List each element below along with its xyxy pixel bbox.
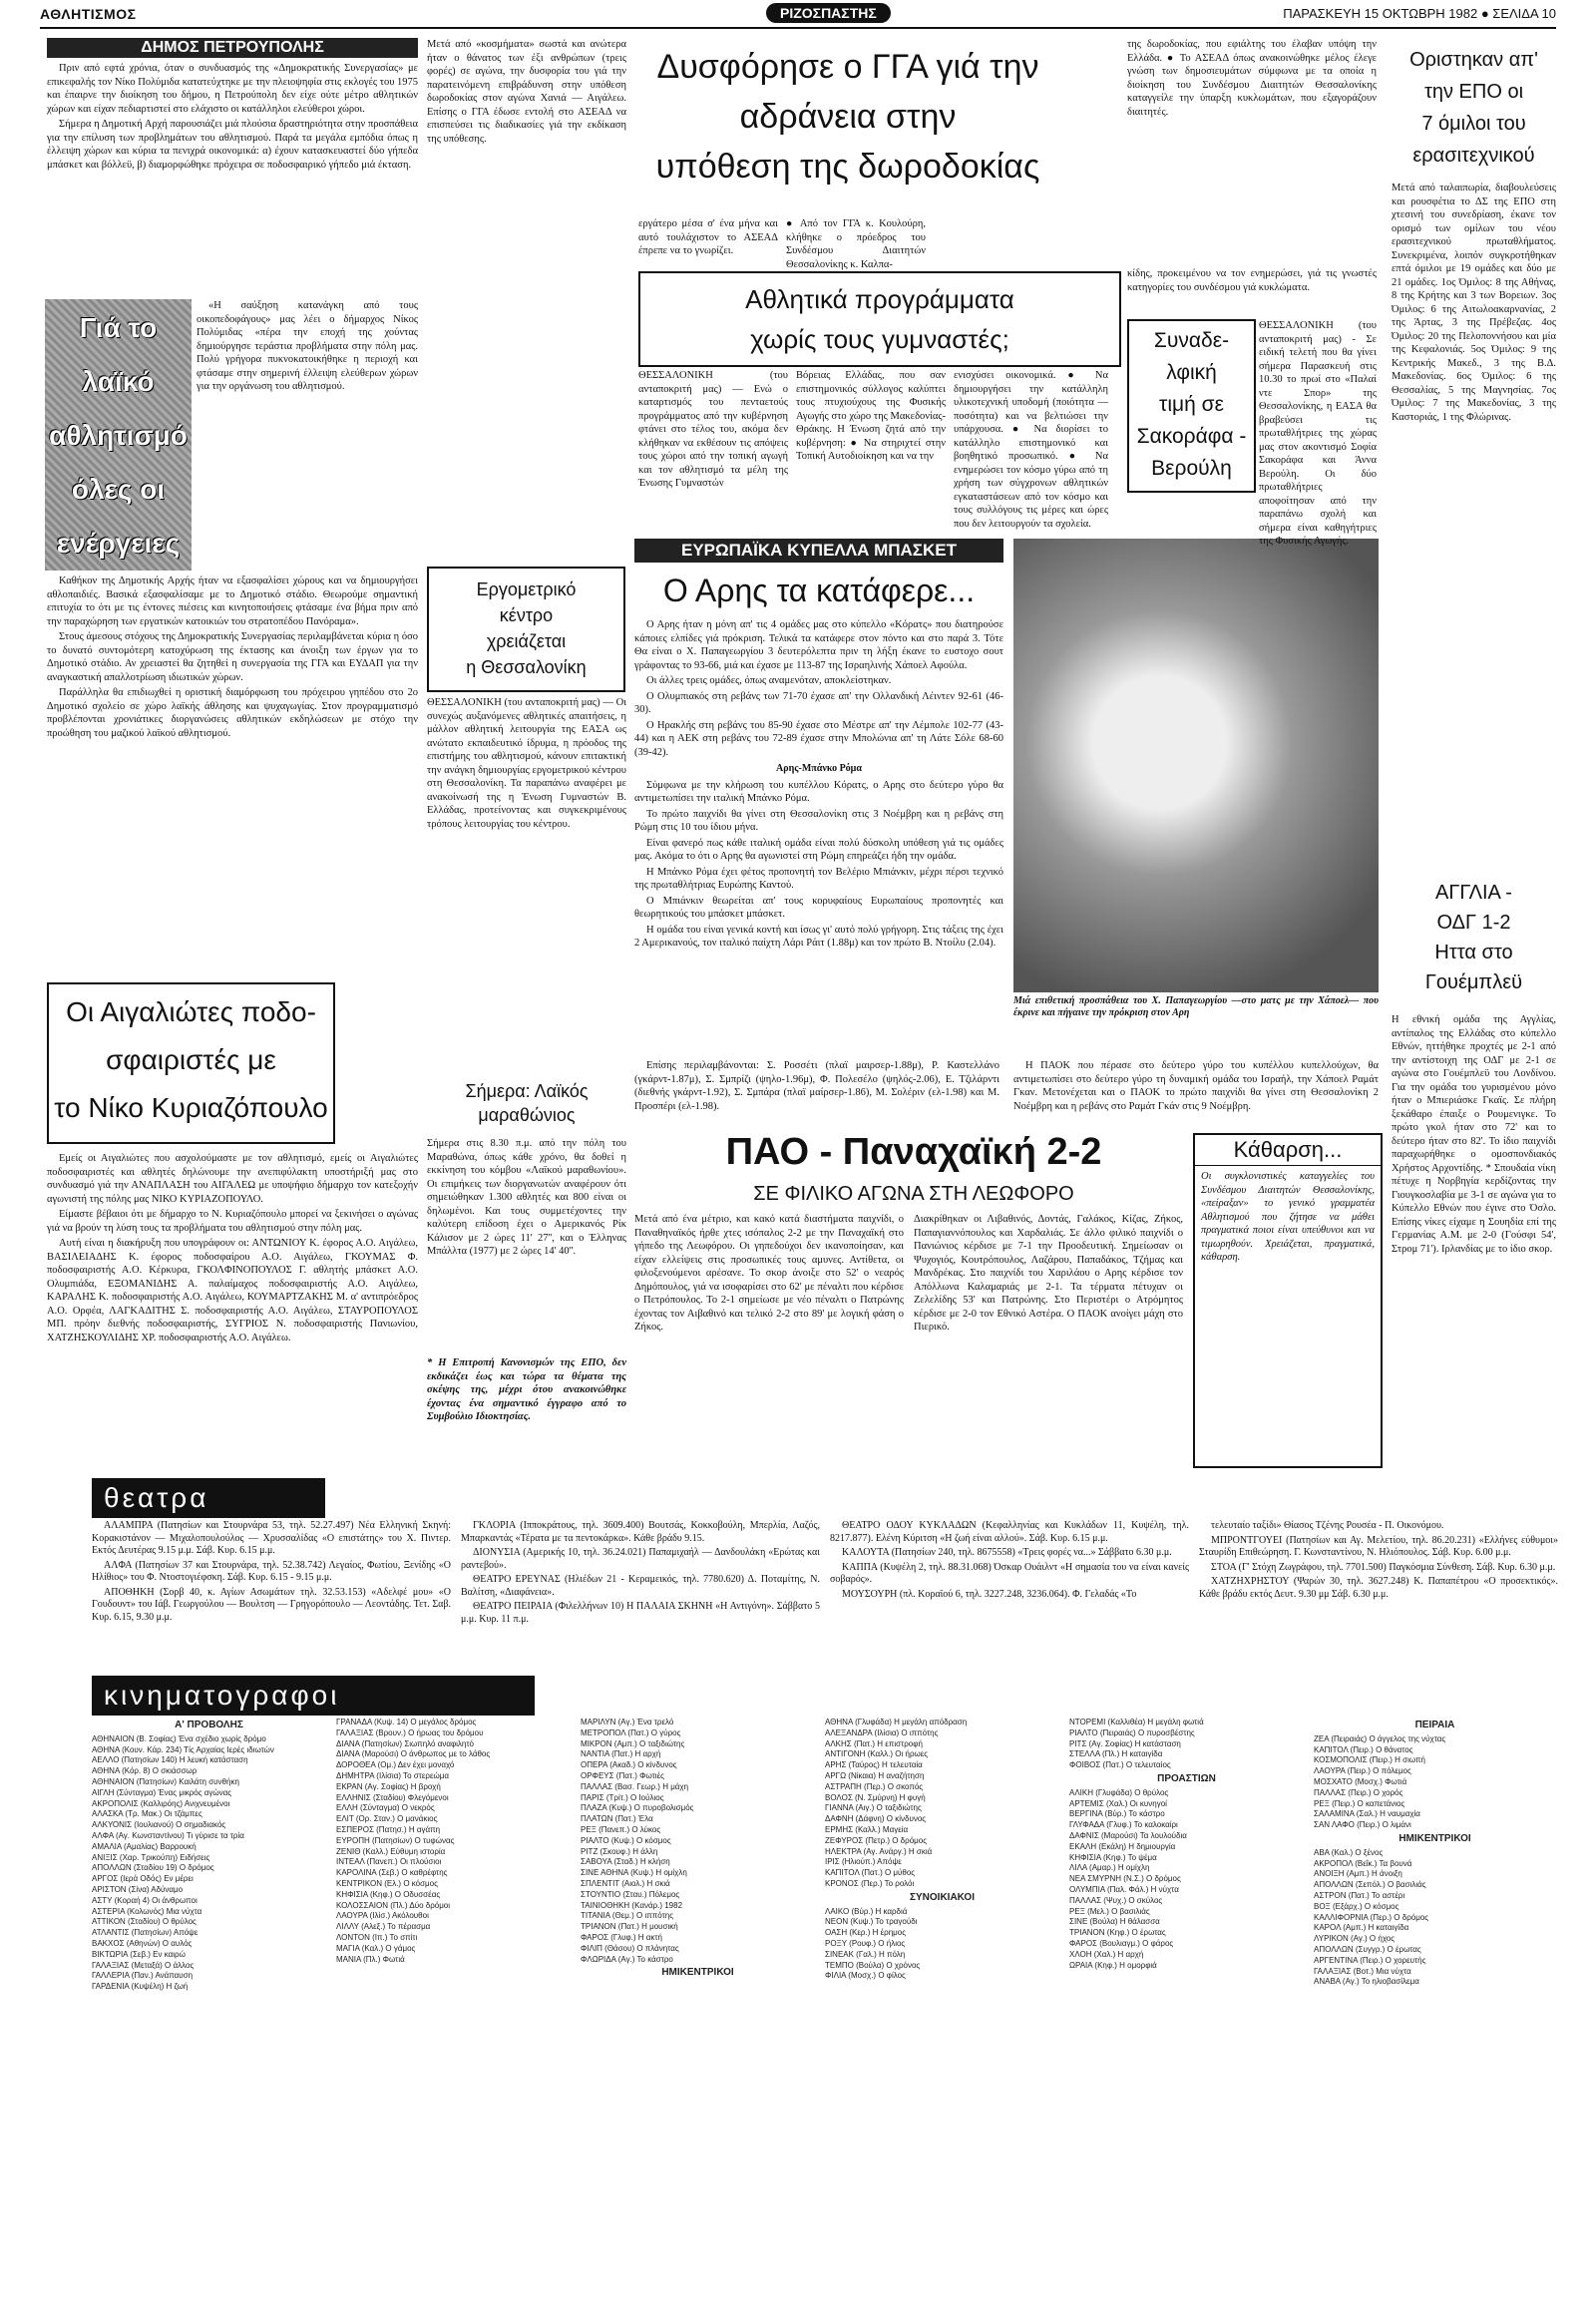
petroupolis-body-side [197, 299, 418, 571]
synad-title-box [1127, 319, 1256, 493]
pao-subheadline: ΣΕ ΦΙΛΙΚΟ ΑΓΩΝΑ ΣΤΗ ΛΕΩΦΟΡΟ [753, 1183, 1074, 1205]
marathon-title: Σήμερα: Λαϊκός μαραθώνιος [465, 1081, 589, 1125]
paragraph: Είμαστε βέβαιοι ότι με δήμαρχο το Ν. Κυριαζόπουλο μπορεί να ξεκινήσει ο αγώνας γιά να βρούν τη λύση τους τα προβλήματα του αθλητισμού στην πόλη μας. [47, 1209, 418, 1234]
cinema-section-semicentral: ΗΜΙΚΕΝΤΡΙΚΟΙ [1398, 1832, 1471, 1844]
paragraph: Στους άμεσους στόχους της Δημοκρατικής Συνεργασίας περιλαμβάνεται κύρια η όσο το δυνατό συντομότερη κατοχύρωση της έκτασης και άνοιξη των έργων για το Δημοτικό στάδιο. Αν χρειαστεί θα ζητηθεί η συνεργασία της ΓΓΑ και ΕΥΔΑΠ για την αναγκαστική απαλλοτρίωση ιδιωτικών χώρων. [47, 631, 418, 683]
epo-title: Οριστηκαν απ' την ΕΠΟ οι 7 όμιλοι του ερασιτεχνικού [1409, 49, 1538, 167]
section-name: ΑΘΛΗΤΙΣΜΟΣ [40, 6, 137, 22]
basketball-photo [1013, 539, 1379, 992]
paragraph: Πριν από εφτά χρόνια, όταν ο συνδυασμός της «Δημοκρατικής Συνεργασίας» με επικεφαλής τον Νίκο Πολύμιδα κατατεύχτηκε με την πλειοψηφία στις εκλογές του 1975 και έπαιρνε την διοίκηση του δήμου, η Πετρούπολη δεν είχε ούτε μέτρο αθλητικών χώρων και είχαν πεδιαρτιστεί στο ελάχιστο οι κατάλληλοι ελεύθεροι χώροι. [47, 63, 419, 115]
pao-headline: ΠΑΟ - Παναχαϊκή 2-2 [725, 1131, 1102, 1173]
cinema-col5: ΝΤΟΡΕΜΙ (Καλλιθέα) Η μεγάλη φωτιά ΡΙΑΛΤΟ (Πειραιάς) Ο πυροσβέστης ΡΙΤΣ (Αγ. Σοφίας) Η κατάσταση ΣΤΕΛΛΑ (Πλ.) Η καταιγίδα ΦΟΙΒΟΣ (Πατ.) Ο τελευταίος ΠΡΟΑΣΤΙΩΝ ΑΛΙΚΗ (Γλυφάδα) Ο θρύλος ΑΡΤΕΜΙΣ (Χαλ.) Οι κυνηγοί ΒΕΡΓΙΝΑ (Βύρ.) Το κάστρο ΓΛΥΦΑΔΑ (Γλυφ.) Το καλοκαίρι ΔΑΦΝΙΣ (Μαρούσι) Τα λουλούδια ΕΚΑΛΗ (Εκάλη) Η δημιουργία ΚΗΦΙΣΙΑ (Κηφ.) Το ψέμα ΛΙΛΑ (Αμαρ.) Η ομίχλη ΝΕΑ ΣΜΥΡΝΗ (Ν.Σ.) Ο δρόμος ΟΛΥΜΠΙΑ (Παλ. Φάλ.) Η νύχτα ΠΑΛΛΑΣ (Ψυχ.) Ο σκύλος ΡΕΞ (Μελ.) Ο βασιλιάς ΣΙΝΕ (Βούλα) Η θάλασσα ΤΡΙΑΝΟΝ (Κηφ.) Ο έρωτας ΦΑΡΟΣ (Βουλιαγμ.) Ο φάρος ΧΛΟΗ (Χαλ.) Η αρχή ΩΡΑΙΑ (Κηφ.) Η ομορφιά [1069, 1718, 1304, 2276]
newspaper-name: ΡΙΖΟΣΠΑΣΤΗΣ [766, 3, 891, 23]
katharsi-body: Οι συγκλονιστικές καταγγελίες του Συνδέσμου Διαιτητών Θεσσαλονίκης, «πείραξαν» το γενικό γραμματέα Αθλητισμού που ζήτησε να μάθει πραγματικά ποιοι είναι υπεύθυνοι και να τιμωρηθούν. Χρειάζεται, πραγματικά, κάθαρση. [1201, 1171, 1375, 1263]
england-title: ΑΓΓΛΙΑ - ΟΔΓ 1-2 Ηττα στο Γουέμπλεϋ [1424, 882, 1523, 993]
petroupolis-title: Γιά το λαϊκό αθλητισμό όλες οι ενέργειες [49, 312, 188, 559]
gga-continued-text: Μετά από «κοσμήματα» σωστά και ανώτερα ήταν ο θάνατος των έξι ανθρώπων (τρεις φορές) σε αγώνα, την δυσφορία του γιά την παρατεινόμενη επιβράδυνση στην υπόθεση δωροδοκίας στον αγώνα Χανιά — Αιγάλεω. Επίσης ο ΓΓΑ έδωσε εντολή στο ΑΣΕΑΔ να επισπεύσει τις διαδικασίες γιά την εκδίκαση της υπόθεσης. [427, 39, 626, 145]
cinema-section-piraeus: ΠΕΙΡΑΙΑ [1414, 1720, 1455, 1730]
cinema-section-first-run: Α' ΠΡΟΒΟΛΗΣ [175, 1720, 243, 1730]
synad-title: Συναδε- λφική τιμή σε Σακοράφα - Βερούλη [1136, 329, 1247, 480]
gga-text-a: εργάτερο μέσα σ' ένα μήνα και αυτό τουλάχιστον το ΑΣΕΑΔ έπρεπε να το γνωρίζει. [638, 218, 778, 256]
athletic-col3-visible: ενισχύσει οικονομικά. ● Να δημιουργήσει την κατάλληλη υλικοτεχνική υποδομή (ποιότητα — ποσότητα) και να βελτιώσει την υπάρχουσα. ● Να διορίσει το κατάλληλο επιστημονικό και βοηθητικό προσωπικό. ● Να ενημερώσει τον κόσμο γύρω από τη χρήση των σύγχρονων αθλητικών εγκαταστάσεων από τον κόσμο και τους συλλόγους τις μέρες και ώρες που δεν λειτουργούν τα σχολεία. [954, 370, 1108, 530]
petroupolis-body-bottom [47, 574, 418, 973]
theatre-col3: ΘΕΑΤΡΟ ΟΔΟΥ ΚΥΚΛΑΔΩΝ (Κεφαλληνίας και Κυκλάδων 11, Κυψέλη, τηλ. 8217.877). Ελένη Κύριτση «Η ζωή είναι αλλού». Σάβ. Κυρ. 6.15 μ.μ. ΚΑΛΟΥΤΑ (Πατησίων 240, τηλ. 8675558) «Τρεις φορές να...» Σάββατο 6.30 μ.μ. ΚΑΠΠΑ (Κυψέλη 2, τηλ. 88.31.068) Όσκαρ Ουάιλντ «Η σημασία του να είναι κανείς σοβαρός». ΜΟΥΣΟΥΡΗ (πλ. Κοραϊού 6, τηλ. 3227.248, 3236.064). Φ. Γελαδάς «Το [830, 1520, 1189, 1600]
cinema-section-suburbs: ΠΡΟΑΣΤΙΩΝ [1157, 1772, 1216, 1784]
paragraph: Εμείς οι Αιγαλιώτες που ασχολούμαστε με τον αθλητισμό, εμείς οι Αιγαλιώτες ποδοσφαιριστές και αθλητές δηλώνουμε την ανεπιφύλακτη υποστήριξή μας στο συνδυασμό γιά την ΑΝΑΠΛΑΣΗ του ΑΙΓΑΛΕΩ με υποψήφιο δήμαρχο τον κατεξοχήν αγωνιστή της πόλης μας ΝΙΚΟ ΚΥΡΙΑΖΟΠΟΥΛΟ. [47, 1153, 418, 1205]
cinema-col6: ΠΕΙΡΑΙΑ ΖΕΑ (Πειραιάς) Ο άγγελος της νύχτας ΚΑΠΙΤΟΛ (Πειρ.) Ο θάνατος ΚΟΣΜΟΠΟΛΙΣ (Πειρ.) Η σιωπή ΛΑΟΥΡΑ (Πειρ.) Ο πόλεμος ΜΟΣΧΑΤΟ (Μοσχ.) Φωτιά ΠΑΛΛΑΣ (Πειρ.) Ο χορός ΡΕΞ (Πειρ.) Ο καπετάνιος ΣΑΛΑΜΙΝΑ (Σαλ.) Η ναυμαχία ΣΑΝ ΛΑΦΟ (Πειρ.) Ο λιμάνι ΗΜΙΚΕΝΤΡΙΚΟΙ ΑΒΑ (Καλ.) Ο ξένος ΑΚΡΟΠΟΛ (Βεΐκ.) Τα βουνά ΑΝΟΙΞΗ (Αμπ.) Η άνοιξη ΑΠΟΛΛΩΝ (Σεπόλ.) Ο βασιλιάς ΑΣΤΡΟΝ (Πατ.) Το αστέρι ΒΟΞ (Εξάρχ.) Ο κόσμος ΚΑΛΛΙΦΟΡΝΙΑ (Περ.) Ο δρόμος ΚΑΡΟΛ (Αμπ.) Η καταιγίδα ΛΥΡΙΚΟΝ (Αγ.) Ο ήχος ΑΠΟΛΛΩΝ (Συγγρ.) Ο έρωτας ΑΡΓΕΝΤΙΝΑ (Πειρ.) Ο χορευτής ΓΑΛΑΞΙΑΣ (Βοτ.) Μια νύχτα ΑΝΑΒΑ (Αγ.) Το ηλιοβασίλεμα [1314, 1718, 1556, 2276]
aigaleo-body [47, 1152, 418, 1471]
cinema-col2: ΓΡΑΝΑΔΑ (Κυψ. 14) Ο μεγάλος δρόμος ΓΑΛΑΞΙΑΣ (Βρουν.) Ο ήρωας του δρόμου ΔΙΑΝΑ (Πατησίων) Σιωπηλό αναφιλητό ΔΙΑΝΑ (Μαρούσι) Ο άνθρωπος με το λάθος ΔΟΡΟΘΕΑ (Ομ.) Δεν έχει μοναχό ΔΗΜΗΤΡΑ (Ιλίσια) Το στερεώμα ΕΚΡΑΝ (Αγ. Σοφίας) Η βροχή ΕΛΛΗΝΙΣ (Σταδίου) Φλεγόμενοι ΕΛΛΗ (Σύνταγμα) Ο νεκρός ΕΛΙΤ (Ορ. Σταν.) Ο μανάκιος ΕΣΠΕΡΟΣ (Πατησ.) Η αγάπη ΕΥΡΟΠΗ (Πατησίων) Ο τυφώνας ΖΕΝΙΘ (Καλλ.) Εύθυμη ιστορία ΙΝΤΕΑΛ (Πανεπ.) Οι πλούσιοι ΚΑΡΟΛΙΝΑ (Σεβ.) Ο καθρέφτης ΚΕΝΤΡΙΚΟΝ (Ελ.) Ο κόσμος ΚΗΦΙΣΙΑ (Κηφ.) Ο Οδυσσέας ΚΟΛΟΣΣΑΙΟΝ (Πλ.) Δύο δρόμοι ΛΑΟΥΡΑ (Ιλίσ.) Ακόλουθοι ΛΙΛΛΥ (Αλεξ.) Το πέρασμα ΛΟΝΤΟΝ (Ιπ.) Το σπίτι ΜΑΓΙΑ (Καλ.) Ο γάμος ΜΑΝΙΑ (Πλ.) Φωτιά [336, 1718, 491, 1964]
eurobasket-banner: ΕΥΡΩΠΑΪΚΑ ΚΥΠΕΛΛΑ ΜΠΑΣΚΕΤ [634, 539, 1003, 563]
epo-body: Μετά από ταλαιπωρία, διαβουλεύσεις και ρουσφέτια το ΔΣ της ΕΠΟ στη χτεσινή του συνεδρίαση, έκανε τον ορισμό των ομίλων του νέου ερασιτεχνικού πρωταθλήματος. Συνεκριμένα, λοιπόν συγκροτήθηκαν επτά όμιλοι με 19 ομάδες και δύο με 21 ομάδες. 1ος Όμιλος: 8 της Αθήνας, 8 της Κρήτης και 3 των Βορειων. 3ος Όμιλος: 6 της Αιτωλοακαρνανίας, 2 της Άρτας, 3 της Πρέβεζας. 4ος Όμιλος: 20 της Πελοποννήσου και μία της Κεφαλονιάς. 5ος Όμιλος: 9 της Κεντρικής Μακεδ., 3 της Β.Δ. Μακεδονίας. 6ος Όμιλος: 6 της Θεσσαλίας, 5 της Μαγνησίας. 7ος Όμιλος: 7 της Μακεδονίας, 3 της Καστοριάς, 1 της Φλώρινας. [1392, 183, 1556, 423]
synad-body: ΘΕΣΣΑΛΟΝΙΚΗ (του ανταποκριτή μας) - Σε ειδική τελετή που θα γίνει σήμερα Παρασκευή στις 10.30 το πρωί στο «Παλαί ντε Σπορ» της Θεσσαλονίκης, η ΕΑΣΑ θα βραβεύσει τις πρωταθλήτριες της χώρας μας στον ακοντισμό Σοφία Σακοράφα και Άννα Βερούλη. Οι δύο πρωταθλήτριες αποφοίτησαν από την παραπάνω σχολή και σήμερα είναι καθηγήτριες της Φυσικής Αγωγής. [1259, 320, 1377, 547]
ergo-title-box [427, 567, 625, 692]
cinema-section-semicentral-a: ΗΜΙΚΕΝΤΡΙΚΟΙ [661, 1967, 734, 1979]
eurobasket-subhead: Αρης-Μπάνκο Ρόμα [776, 763, 862, 774]
gga-text-c-visible: κίδης, προκειμένου να τον ενημερώσει, γιά τις γνωστές κατηγορίες του συνδέσμου γιά κυκλώματα. [1127, 268, 1377, 293]
marathon-body: Σήμερα στις 8.30 π.μ. από την πόλη του Μαραθώνα, όπως κάθε χρόνο, θα δοθεί η εκκίνηση του κόμβου «Λαϊκού μαραθωνίου». Οι επιμήκεις των διοργανωτών αναφέρουν ότι σημειώθηκαν 1.300 αθλητές και 800 είναι οι δηλωμένοι. Και τους συμμετέχοντες την καλύτερη επίδοση έχει ο Αμερικανός Ρίκ Κάλισον με 2 ώρες 11' 27'', και ο Έλληνας Μπάλλτα (1977) με 2 ώρες 14' 40''. [427, 1138, 626, 1257]
petroupolis-title-block [45, 299, 192, 571]
epo-committee-note: * Η Επιτροπή Κανονισμών της ΕΠΟ, δεν εκδικάζει έως και τώρα τα θέματα της σκέψης της, μέχρι ότου ανακοινώθηκε έχοντας ένα σημαντικό έγγραφο από το Συμβούλιο Ιδιοκτησίας. [427, 1357, 626, 1422]
cinema-col4: ΑΘΗΝΑ (Γλυφάδα) Η μεγάλη απόδραση ΑΛΕΞΑΝΔΡΑ (Ιλίσια) Ο ιππότης ΑΛΚΗΣ (Πατ.) Η επιστροφή ΑΝΤΙΓΟΝΗ (Καλλ.) Οι ήρωες ΑΡΗΣ (Ταύρος) Η τελευταία ΑΡΓΩ (Νίκαια) Η αναζήτηση ΑΣΤΡΑΠΗ (Περ.) Ο σκοπός ΒΟΛΟΣ (Ν. Σμύρνη) Η φυγή ΓΙΑΝΝΑ (Αιγ.) Ο ταξιδιώτης ΔΑΦΝΗ (Δάφνη) Ο κίνδυνος ΕΡΜΗΣ (Καλλ.) Μαγεία ΖΕΦΥΡΟΣ (Πετρ.) Ο δρόμος ΗΛΕΚΤΡΑ (Αγ. Ανάργ.) Η σκιά ΙΡΙΣ (Ηλιούπ.) Απόψε ΚΑΠΙΤΟΛ (Πατ.) Ο μύθος ΚΡΟΝΟΣ (Περ.) Το ρολόι ΣΥΝΟΙΚΙΑΚΟΙ ΛΑΙΚΟ (Βύρ.) Η καρδιά ΝΕΟΝ (Κυψ.) Το τραγούδι ΟΑΣΗ (Κερ.) Η έρημος ΡΟΞΥ (Ρουφ.) Ο ήλιος ΣΙΝΕΑΚ (Γαλ.) Η πόλη ΤΕΜΠΟ (Βούλα) Ο χρόνος ΦΙΛΙΑ (Μοσχ.) Ο φίλος [825, 1718, 1059, 2276]
katharsi-box [1193, 1133, 1383, 1468]
petroupolis-kicker: ΔΗΜΟΣ ΠΕΤΡΟΥΠΟΛΗΣ [47, 38, 418, 58]
theatre-col2: ΓΚΛΟΡΙΑ (Ιπποκράτους, τηλ. 3609.400) Βουτσάς, Κοκκοβούλη, Μπερλία, Λαζός, Μπαρκαντάς «Τέρατα με τα πεντοκάρκα». Κάθε βράδυ 9.15. ΔΙΟΝΥΣΙΑ (Αμερικής 10, τηλ. 36.24.021) Παπαμιχαήλ — Δανδουλάκη «Ερώτας και ραντεβού». ΘΕΑΤΡΟ ΕΡΕΥΝΑΣ (Ηλιέδων 21 - Κεραμεικός, τηλ. 7780.620) Δ. Ποταμίτης, Ν. Βαλίτση, «Διαφάνεια». ΘΕΑΤΡΟ ΠΕΙΡΑΙΑ (Φιλελλήνων 10) Η ΠΑΛΑΙΑ ΣΚΗΝΗ «Η Αντιγόνη». Σάββατο 5 μ.μ. Κυρ. 11 π.μ. [461, 1520, 820, 1625]
eurobasket-body-right: Επίσης περιλαμβάνονται: Σ. Ροσσέτι (πλαϊ μαιρσερ-1.88μ), Ρ. Καστελλάνο (γκάρντ-1.87μ), Σ. Σμπρίζι (ψηλο-1.96μ), Φ. Πολεσέλο (ψηλός-2.06), Ε. Τζιλάρντι (διεθνής γκάρντ-1.92), Σ. Σμπάρα (πλαϊ μαίρσερ-1.86), Μ. Σολέριν (ελ-1.98) και Μ. Προσπέρι (ελ-1.98). Η ΠΑΟΚ που πέρασε στο δεύτερο γύρο του κυπέλλου κυπελλούχων, θα αντιμετωπίσει στο δεύτερο γύρο τη δυναμική ομάδα του Ισραήλ, την Χάποελ Ραμάτ Γκαν. Μετονέχεται και ο ΠΑΟΚ το πρώτο παιχνίδι θα γίνει στη Θεσσαλονίκη 2 Νοέμβρη και η ρεβάνς στο Ραμάτ Γκάν στις 9 Νοέμβρη. [634, 1060, 1379, 1112]
ergo-body: ΘΕΣΣΑΛΟΝΙΚΗ (του ανταποκριτή μας) — Οι συνεχώς αυξανόμενες αθλητικές απαιτήσεις, η μάλλον αθλητική λειτουργία της ΕΑΣΑ ως ανώτατο εκπαιδευτικό ίδρυμα, η πρόοδος της επιστήμης του αθλητισμού, κάνουν επιτακτική την ανάγκη δημιουργίας εργομετρικού κέντρου στη Θεσσαλονίκη. Τα παραπάνω αναφέρει με ανακοίνωσή της η Ένωση Γυμναστών Β. Ελλάδας, προτείνοντας και συγκεκριμένους τρόπους λειτουργίας του κέντρου. [427, 697, 626, 830]
paragraph: Παράλληλα θα επιδιωχθεί η οριστική διαμόρφωση του πρόχειρου γηπέδου στο 2ο Δημοτικό σχολείο σε χώρο λαϊκής άθλησης και ψυχαγωγίας. Στον προγραμματισμό προβλέπονται χρονιάτικες διοργανώσεις αθλητικών εκδηλώσεων με στόχο την προώθηση του μαζικού λαϊκού αθλητισμού. [47, 687, 418, 739]
england-body: Η εθνική ομάδα της Αγγλίας, αντίπαλος της Ελλάδας στο κύπελλο Εθνών, ηττήθηκε προχτές με 2-1 από την αντίστοιχη της ΟΔΓ με 2-1 σε αγώνα στο Γουέμπλεϋ του Λονδίνου. Για την ομάδα του γυρισμένου μόνο ήταν ο Μπιεριάσκε Γκαϊς. Σε πλήρη ξεκάθαρο έπαιξε ο Ρουμενιγκε. Το πρώτο γκολ ήταν στο 72' και το δεύτερο ήταν στο 82'. Το ίδιο παιχνίδι παραχωρήθηκε ο ομοσπονδιακός Χρήστος Αρχοντίδης. * Σπουδαία νίκη πέτυχε η Νορβηγία κερδίζοντας την Γιουγκοσλαβία με 3-1 σε αγώνα για το Κύπελλο Εθνών που έγινε στο Όσλο. Επίσης νίκες είχαμε η Σουηδία επί της Γερμανίας Α.Μ. με 2-0 (Γούσφι 54', Στρομ 71'). Ιρλανδίας με το ίδιο σκορ. [1392, 1014, 1556, 1255]
eurobasket-body-left: Ο Αρης ήταν η μόνη απ' τις 4 ομάδες μας στο κύπελλο «Κόρατς» που διατηρούσε κάποιες ελπίδες γιά πρόκριση. Τελικά τα κατάφερε στον πόντο και στο παρά 3. Τότε Θα είναι ο Χ. Παπαγεωργίου 3 δευτερόλεπτα πριν τη λήξη έκανε το ευστοχο σουτ γράφοντας το 93-66, μιά και έχασε με 113-87 της Ισραηλινής Χάποελ Αφούλα. Οι άλλες τρεις ομάδες, όπως αναμενόταν, αποκλείστηκαν. Ο Ολυμπιακός στη ρεβάνς των 71-70 έχασε απ' την Ολλανδική Λέιντεν 92-61 (46-30). Ο Ηρακλής στη ρεβάνς του 85-90 έχασε στο Μέστρε απ' την Λέμπολε 102-77 (43-44) και η ΑΕΚ στη ρεβάνς του 72-89 έχασε στην Μπολώνια απ' τη Λάτε Σόλε 68-60 (39-42). Αρης-Μπάνκο Ρόμα Σύμφωνα με την κλήρωση του κυπέλλου Κόρατς, ο Αρης στο δεύτερο γύρο θα αντιμετωπίσει την ιταλική Μπάνκο Ρόμα. Το πρώτο παιχνίδι θα γίνει στη Θεσσαλονίκη στις 3 Νοέμβρη και η ρεβάνς στη Ρώμη στις 10 του ίδιου μήνα. Είναι φανερό πως κάθε ιταλική ομάδα είναι πολύ δύσκολη υπόθεση γιά τις ομάδες μας. Ακόμα το ότι ο Αρης θα αγωνιστεί στη Ρώμη επηρεάζει ήδη την ομάδα. Η Μπάνκο Ρόμα έχει φέτος προπονητή τον Βελέριο Μπιάνκιν, μέχρι πέρσι τεχνικό της πρωταθλήτριας Ευρώπης Καντού. Ο Μπιάνκιν θεωρείται απ' τους κορυφαίους Ευρωπαίους προπονητές και θεωρητικούς του μπάσκετ μπάσκετ. Η ομάδα του είναι γενικά κοντή και ίσως γι' αυτό πολύ γρήγορη. Στις τάξεις της έχει 2 Αμερικανούς, τον ιταλικό παίχτη Λάρι Ράιτ (1.88μ) και τον πρώτο Β. Ντοίλυ (2.04). [634, 619, 1003, 949]
header-rule [40, 27, 1556, 29]
gga-headline: Δυσφόρησε ο ΓΓΑ γιά την αδράνεια στην υπόθεση της δωροδοκίας [655, 48, 1040, 186]
aigaleo-title: Οι Αιγαλιώτες ποδο- σφαιριστές με το Νίκο Κυριαζόπουλο [54, 996, 328, 1123]
athletic-col2: Βόρειας Ελλάδας, που σαν επιστημονικός σύλλογος καλύπτει τους πτυχιούχους της Φυσικής Αγωγής στο χώρο της Μακεδονίας-Θράκης. Η Ένωση ζητά από την κυβέρνηση: ● Να στηριχτεί στην Τοπική Αυτοδιοίκηση και να την [796, 370, 946, 462]
basketball-photo-caption: Μιά επιθετική προσπάθεια του Χ. Παπαγεωργίου —στο ματς με την Χάποελ— που έκρινε και πήγαινε την πρόκριση στον Αρη [1013, 995, 1379, 1018]
ergo-title: Εργομετρικό κέντρο χρειάζεται η Θεσσαλονίκη [466, 579, 587, 677]
paragraph: Αυτή είναι η διακήρυξη που υπογράφουν οι: ΑΝΤΩΝΙΟΥ Κ. έφορος Α.Ο. Αιγάλεω, ΒΑΣΙΛΕΙΑΔΗΣ Κ. έφορος ποδοσφαίρου Α.Ο. Αιγάλεω, ΓΚΟΥΜΑΣ Φ. ποδοσφαιριστής Α.Ο. Κέρκυρα, ΓΚΟΛΦΙΝΟΠΟΥΛΟΣ Γ. αθλητής μπάσκετ Α.Ο. Ολυμπιάδα, ΕΞΟΜΑΝΙΔΗΣ Α. παλαίμαχος ποδοσφαιριστής Α.Ο. Αιγάλεω, ΚΑΡΑΛΗΣ Κ. ποδοσφαιριστής Α.Ο. Αιγάλεω, ΚΟΥΜΑΡΤΖΑΚΗΣ Μ. α' αντιπρόεδρος Α.Ο. Ορφέα, ΛΑΓΚΑΔΙΤΗΣ Σ. ποδοσφαιριστής Α.Ο. Αιγάλεω, ΣΤΑΥΡΟΠΟΥΛΟΣ ΜΠ. πρόην διεθνής ποδοσφαιριστής, ΣΥΓΡΙΟΣ Ν. ποδοσφαιριστής Πανιωνίου, ΧΑΤΖΗΣΚΟΥΛΙΔΗΣ ΧΡ. ποδοσφαιριστής Α.Ο. Αιγάλεω. [47, 1238, 418, 1343]
page-header [40, 6, 1556, 22]
cinema-section-local: ΣΥΝΟΙΚΙΑΚΟΙ [910, 1891, 975, 1903]
cinema-col3: ΜΑΡΙΛΥΝ (Αγ.) Ένα τρελό ΜΕΤΡΟΠΟΛ (Πατ.) Ο γύρος ΜΙΚΡΟΝ (Αμπ.) Ο ταξιδιώτης ΝΑΝΤΙΑ (Πατ.) Η αρχή ΟΠΕΡΑ (Ακαδ.) Ο κίνδυνος ΟΡΦΕΥΣ (Πατ.) Φωτιές ΠΑΛΛΑΣ (Βασ. Γεωρ.) Η μάχη ΠΑΡΙΣ (Τρίτ.) Ο Ιούλιος ΠΛΑΖΑ (Κυψ.) Ο πυροβολισμός ΠΛΑΤΩΝ (Πατ.) Έλα ΡΕΞ (Πανεπ.) Ο λύκος ΡΙΑΛΤΟ (Κυψ.) Ο κόσμος ΡΙΤΖ (Σκουφ.) Η άλλη ΣΑΒΟΥΑ (Σταδ.) Η κλήση ΣΙΝΕ ΑΘΗΝΑ (Κυψ.) Η ομίχλη ΣΠΛΕΝΤΙΤ (Αιολ.) Η σκιά ΣΤΟΥΝΤΙΟ (Σταυ.) Πόλεμος ΤΑΙΝΙΟΘΗΚΗ (Κανάρ.) 1982 ΤΙΤΑΝΙΑ (Θεμ.) Ο ιππότης ΤΡΙΑΝΟΝ (Πατ.) Η μουσική ΦΑΡΟΣ (Γλυφ.) Η ακτή ΦΙΛΙΠ (Θάσου) Ο πλάνητας ΦΛΩΡΙΔΑ (Αγ.) Το κάστρο ΗΜΙΚΕΝΤΡΙΚΟΙ [581, 1718, 815, 2276]
pao-body-2: Διακρίθηκαν οι Λιβαθινός, Δοντάς, Γαλάκος, Κίζας, Ζήκος, Παπαγιαννόπουλος και Χαρδαλιάς. Σε άλλο φιλικό παιχνίδι ο Πανιώνιος κέρδισε με 7-1 την Προοδευτική. Σημείωσαν οι Ψυχογιός, Κουτρόπουλος, Λαζάρου, Παπαδάκος, Τζήμας και Μανδρέκας. Στο παιχνίδι του Χαριλάου ο Αρης κέρδισε τον Απόλλωνα Καλαμαριάς με 2-1. Τα τέρματα πέτυχαν οι Ζελελίδης 53' και Πατρώνης. Στο Περιστέρι ο Ατρόμητος κέρδισε με 2-0 τον Εθνικό Αστέρα. Ο ΠΑΟΚ ανοίγει μάχη στο Πιερικό. [914, 1214, 1183, 1333]
paragraph: «Η σαύξηση κατανάγκη από τους οικοπεδοφάγους» μας λέει ο δήμαρχος Νίκος Πολύμιδας «πέρα την εποχή της χούντας δημιούργησε τεράστια προβλήματα στην πόλη μας. Πολύ γρήγορα πυκνοκατοικήθηκε η περιοχή και φτάσαμε στην σημερινή έλλειψη ελεύθερων χώρων για την οργάνωση του αθλητισμού. [197, 300, 418, 392]
eurobasket-headline: Ο Αρης τα κατάφερε... [662, 573, 976, 608]
theatre-banner: θεατρα [92, 1478, 325, 1518]
petroupolis-body-top [47, 62, 418, 296]
cinema-col1: Α' ΠΡΟΒΟΛΗΣ ΑΘΗΝΑΙΟΝ (Β. Σοφίας) Ένα σχέδιο χωρίς δρόμο ΑΘΗΝΑ (Κουν. Κάρ. 234) Τίς Αρχαίας Ιερές ιδιωτών ΑΕΛΛΟ (Πατησίων 140) Η λευκή κατάσταση ΑΘΗΝΑ (Κόρ. 8) Ο σκιάσσωρ ΑΘΗΝΑΙΟΝ (Πατησίων) Καιλάτη συνθήκη ΑΙΓΛΗ (Σύνταγμα) Ένας μικρός αγώνας ΑΚΡΟΠΟΛΙΣ (Καλλιρόης) Ανιχνευμένοι ΑΛΑΣΚΑ (Τρ. Μακ.) Οι τζάμπες ΑΛΚΥΟΝΙΣ (Ιουλιανού) Ο σημαδιακός ΑΛΦΑ (Αγ. Κωνσταντίνου) Τι γύρισε τα τρία ΑΜΑΛΙΑ (Αμαλίας) Βαρρουκή ΑΝΙΞΙΣ (Χαρ. Τρικούπη) Ειδήσεις ΑΠΟΛΛΩΝ (Σταδίου 19) Ο δρόμος ΑΡΓΟΣ (Ιερά Οδός) Εν μέρει ΑΡΙΣΤΟΝ (Σίνα) Αδύναμο ΑΣΤΥ (Κοραή 4) Οι άνθρωποι ΑΣΤΕΡΙΑ (Κολωνός) Μια νύχτα ΑΤΤΙΚΟΝ (Σταδίου) Ο θρύλος ΑΤΛΑΝΤΙΣ (Πατησίων) Απόψε ΒΑΚΧΟΣ (Αθηνών) Ο αυλός ΒΙΚΤΩΡΙΑ (Σεβ.) Εν καιρώ ΓΑΛΑΞΙΑΣ (Μεταξά) Ο άλλος ΓΑΛΛΕΡΙΑ (Παν.) Ανάπαυση ΓΑΡΔΕΝΙΑ (Κυψέλη) Η ζωή [92, 1718, 326, 2276]
aigaleo-title-box [47, 982, 335, 1144]
athletic-title-box [638, 271, 1121, 367]
athletic-col1: ΘΕΣΣΑΛΟΝΙΚΗ (του ανταποκριτή μας) — Ενώ ο καταρτισμός του πενταετούς προγράμματος από την κυβέρνηση φτάνει στο τέλος του, ακόμα δεν κλήθηκαν να εκθέσουν τις απόψεις τους χώροι από την τοπική αγωγή και τον αθλητισμό τα μέλη της Ένωσης Γυμναστών [638, 370, 788, 489]
katharsi-title: Κάθαρση... [1195, 1135, 1381, 1166]
cinema-banner: κινηματογραφοι [92, 1676, 535, 1716]
col6-top-text: της δωροδοκίας, που εφιάλτης του έλαβαν υπόψη την Ελλάδα. ● Το ΑΣΕΑΔ όπως ανακοινώθηκε μέλος έλεγε γνώση των δημοσιευμάτων σύμφωνα με τα οποία η διοίκηση του Συνδέσμου Διαιτητών Θεσσαλονίκης καταγγείλε την ύπαρξη κυκλωμάτων, που εξαγοράζουν διαιτητές. [1127, 39, 1377, 118]
gga-text-b: ● Από τον ΓΓΑ κ. Κουλούρη, κλήθηκε ο πρόεδρος του Συνδέσμου Διαιτητών Θεσσαλονίκης κ. Καλπα- [786, 218, 926, 270]
pao-body-1: Μετά από ένα μέτριο, και κακό κατά διαστήματα παιχνίδι, ο Παναθηναϊκός ήρθε χτες ισόπαλος 2-2 με την Παναχαϊκή στο γήπεδο της Λεωφόρου. Οι γηπεδούχοι δεν ικανοποίησαν, και είχαν ελλείψεις στις προσωπικές τους αμυνες. Αντίθετα, οι φιλοξενούμενοι αρέσανε. Το σκορ άνοιξε στο 52' ο νεαρός Δημόπουλος, γιά να ισοφαρίσει στο 62' με πέναλτι που κέρδισε ο Πετρόπουλος. Το 2-1 σημείωσε με νέο πέναλτι ο Πατρώνης έχοντας τον Αιβαθινό και τελικό 2-2 στο 89' με λογική φάση ο Ζήκος. [634, 1214, 904, 1333]
page-date: ΠΑΡΑΣΚΕΥΗ 15 ΟΚΤΩΒΡΗ 1982 ● ΣΕΛΙΔΑ 10 [1283, 6, 1556, 21]
paragraph: Σήμερα η Δημοτική Αρχή παρουσιάζει μιά πλούσια δραστηριότητα στην προσπάθεια για την επίλυση των προβλημάτων του αθλητισμού. Παρά τα μεγάλα εμπόδια όπως η έλλειψη χώρων και κύρια τα πενιχρά οικονομικά: α) έχουν κατασκευαστεί δύο γήπεδα μπάσκετ και βόλλεϋ, β) διαμορφώθηκε πρόχειρα σε ποδοσφαιρικό γήπεδο μιά έκταση. [47, 119, 418, 171]
athletic-title: Αθλητικά προγράμματα χωρίς τους γυμναστές; [745, 284, 1014, 354]
theatre-col4: τελευταίο ταξίδι» Θίασος Τζένης Ρουσέα - Π. Οικονόμου. ΜΠΡΟΝΤΓΟΥΕΙ (Πατησίων και Αγ. Μελετίου, τηλ. 86.20.231) «Ελλήνες εύθυμοι» Σταυρίδη Επιθεώρηση. Γ. Κωνσταντίνου, Ν. Ηλιόπουλος. Σάβ. Κυρ. 6.00 μ.μ. ΣΤΟΑ (Γ' Στόχη Ζωγράφου, τηλ. 7701.500) Παγκόσμια Σύνθεση. Σάβ. Κυρ. 6.30 μ.μ. ΧΑΤΖΗΧΡΗΣΤΟΥ (Ψαρών 30, τηλ. 3627.248) Κ. Παπαπέτρου «Ο προσεκτικός». Κάθε βράδυ εκτός Δευτ. 9.30 μμ Σάβ. 6.30 μ.μ. [1199, 1520, 1558, 1600]
theatre-col1: ΑΛΑΜΠΡΑ (Πατησίων και Στουρνάρα 53, τηλ. 52.27.497) Νέα Ελληνική Σκηνή: Κορακιστάνον — Μιχαλοπουλούλος — Χρυσσαλίδας «Ο επιστάτης» του Χ. Πιντερ. Εκτός Δευτέρας 9.15 μ.μ. Σάβ. Κυρ. 6.15 μ.μ. ΑΛΦΑ (Πατησίων 37 και Στουρνάρα, τηλ. 52.38.742) Λεγαίος, Φωτίου, Ξενίδης «Ο Ηλίθιος» του Φ. Ντοστογιέφσκη. Σάβ. Κυρ. 6.15 - 9.15 μ.μ. ΑΠΟΘΗΚΗ (Σορβ 40, κ. Αγίων Ασωμάτων τηλ. 32.53.153) «Αδελφέ μου» «Ο Γουδουντ» του Ιάβ. Γεωργούλου — Βουλτση — Γρηγορόπουλο — Λεοντάδης. Τετ. Σαβ. Κυρ. 6.15, 9.30 μ.μ. [92, 1520, 451, 1623]
paragraph: Καθήκον της Δημοτικής Αρχής ήταν να εξασφαλίσει χώρους και να δημιουργήσει αθλοπαιδιές. Βασικά εξασφαλίσαμε με το Δημοτικό στάδιο. Θεωρούμε σημαντική επιτυχία το ότι με τις έντονες πιέσεις και κινητοποιήσεις φτάσαμε ένα βήμα πριν από την παραχώρηση των εργατικών κατοικιών του στρατοπέδου Πανόραμα». [47, 575, 418, 627]
